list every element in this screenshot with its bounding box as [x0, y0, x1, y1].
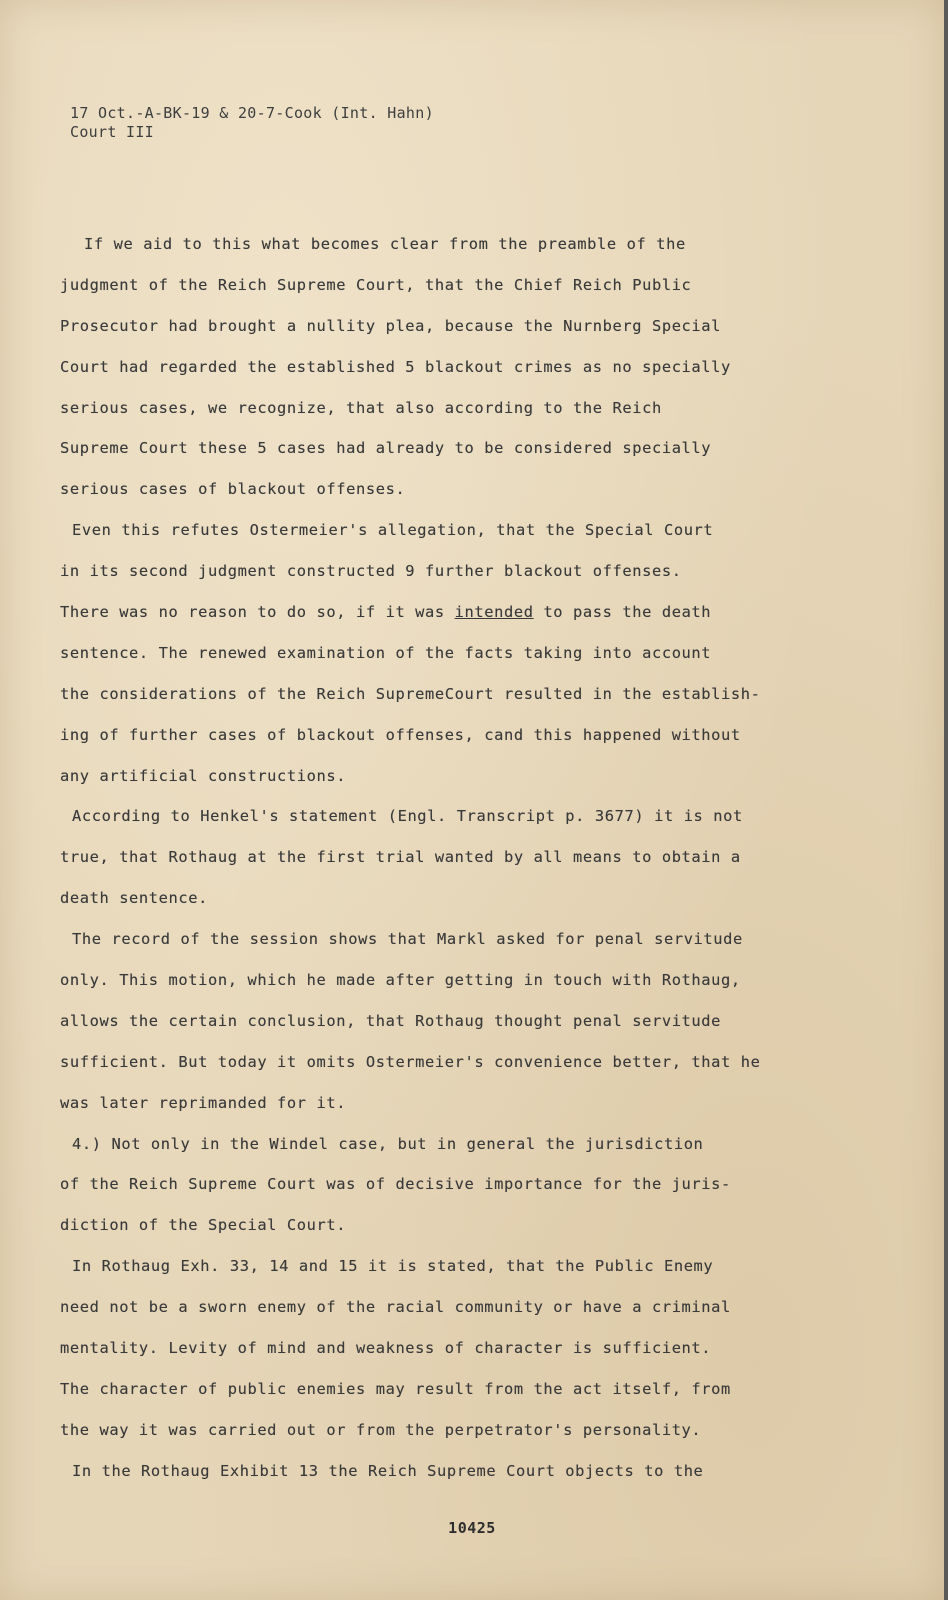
text-line: Supreme Court these 5 cases had already to be considered specially [60, 439, 712, 458]
document-header [70, 104, 434, 142]
text-line: Prosecutor had brought a nullity plea, because the Nurnberg Special [60, 316, 722, 335]
text-line: According to Henkel's statement (Engl. Transcript p. 3677) it is not [72, 807, 743, 826]
text-line: need not be a sworn enemy of the racial community or have a criminal [60, 1298, 731, 1317]
text-line: If we aid to this what becomes clear from the preamble of the [84, 235, 686, 253]
text-line: In the Rothaug Exhibit 13 the Reich Supreme Court objects to the [72, 1461, 704, 1480]
document-body [60, 224, 780, 1492]
text-line: death sentence. [60, 889, 208, 908]
text-line: was later reprimanded for it. [60, 1093, 347, 1112]
text-line: in its second judgment constructed 9 further blackout offenses. [60, 562, 682, 581]
text-line: Even this refutes Ostermeier's allegation, that the Special Court [72, 521, 714, 540]
text-line: In Rothaug Exh. 33, 14 and 15 it is stated, that the Public Enemy [72, 1257, 714, 1276]
text-line: the considerations of the Reich SupremeCourt resulted in the establish- [60, 684, 761, 703]
text-line: Court had regarded the established 5 blackout crimes as no specially [60, 357, 731, 376]
underlined-word: intended [454, 603, 534, 622]
page-number: 10425 [448, 1519, 496, 1537]
text-line: true, that Rothaug at the first trial wanted by all means to obtain a [60, 848, 741, 867]
text-line: of the Reich Supreme Court was of decisive importance for the juris- [60, 1175, 731, 1194]
text-line: serious cases of blackout offenses. [60, 480, 406, 499]
text-line: sufficient. But today it omits Ostermeier's convenience better, that he [60, 1052, 761, 1071]
text-line: mentality. Levity of mind and weakness of character is sufficient. [60, 1339, 712, 1358]
header-reference: 17 Oct.-A-BK-19 & 20-7-Cook (Int. Hahn) [70, 104, 434, 122]
header-court: Court III [70, 123, 154, 141]
text-line: The character of public enemies may result from the act itself, from [60, 1379, 731, 1398]
text-line: allows the certain conclusion, that Rothaug thought penal servitude [60, 1011, 722, 1030]
text-segment: to pass the death [533, 603, 712, 622]
text-line: serious cases, we recognize, that also according to the Reich [60, 398, 662, 417]
page-edge [944, 0, 948, 1600]
text-line: diction of the Special Court. [60, 1216, 347, 1235]
text-line: ing of further cases of blackout offenses, cand this happened without [60, 725, 741, 744]
text-line: 4.) Not only in the Windel case, but in general the jurisdiction [72, 1134, 704, 1153]
text-line: The record of the session shows that Markl asked for penal servitude [72, 930, 743, 949]
text-line [60, 592, 780, 633]
text-line: only. This motion, which he made after getting in touch with Rothaug, [60, 971, 741, 990]
text-segment: There was no reason to do so, if it was [60, 603, 455, 622]
text-line: judgment of the Reich Supreme Court, that the Chief Reich Public [60, 275, 692, 294]
text-line: sentence. The renewed examination of the facts taking into account [60, 643, 712, 662]
text-line: the way it was carried out or from the perpetrator's personality. [60, 1420, 702, 1439]
text-line: any artificial constructions. [60, 766, 347, 785]
